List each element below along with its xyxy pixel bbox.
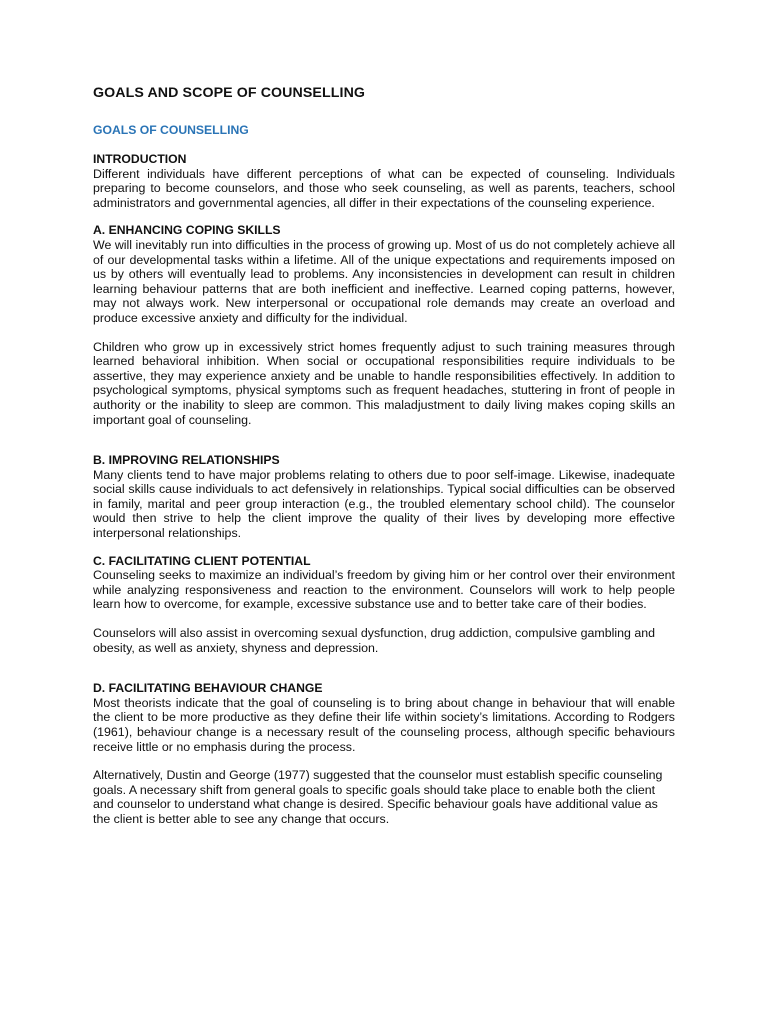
document-page bbox=[93, 84, 675, 827]
paragraph-coping-skills-1: We will inevitably run into difficulties in the process of growing up. Most of us do not completely achieve all of our developmental tasks within a lifetime. All of the unique expectations and requirements imposed on us by others will eventually lead to problems. Any inconsistencies in development can result in children learning behaviour patterns that are both inefficient and ineffective. Learned coping patterns, however, may not always work. New interpersonal or occupational role demands may create an overload and produce excessive anxiety and difficulty for the individual. bbox=[93, 237, 675, 325]
heading-facilitating-client-potential: C. FACILITATING CLIENT POTENTIAL bbox=[93, 553, 311, 568]
heading-improving-relationships: B. IMPROVING RELATIONSHIPS bbox=[93, 453, 280, 468]
heading-enhancing-coping-skills: A. ENHANCING COPING SKILLS bbox=[93, 223, 281, 238]
paragraph-client-potential-2: Counselors will also assist in overcoming sexual dysfunction, drug addiction, compulsive gambling and obesity, as well as anxiety, shyness and depression. bbox=[93, 626, 655, 655]
paragraph-introduction: Different individuals have different perceptions of what can be expected of counseling. Individuals preparing to become counselors, and those who seek counseling, as well as parents, teachers, school administrators and governmental agencies, all differ in their expectations of the counseling experience. bbox=[93, 166, 675, 210]
heading-facilitating-behaviour-change: D. FACILITATING BEHAVIOUR CHANGE bbox=[93, 681, 323, 696]
paragraph-behaviour-change-2: Alternatively, Dustin and George (1977) suggested that the counselor must establish specific counseling goals. A necessary shift from general goals to specific goals should take place to enable both the client and counselor to understand what change is desired. Specific behaviour goals have additional value as the client is better able to see any change that occurs. bbox=[93, 768, 663, 826]
paragraph-coping-skills-2: Children who grow up in excessively strict homes frequently adjust to such training measures through learned behavioral inhibition. When social or occupational responsibilities require individuals to be assertive, they may experience anxiety and be unable to handle responsibilities effectively. In addition to psychological symptoms, physical symptoms such as frequent headaches, stuttering in front of people in authority or the inability to sleep are common. This maladjustment to daily living makes coping skills an important goal of counseling. bbox=[93, 339, 675, 427]
paragraph-relationships: Many clients tend to have major problems relating to others due to poor self-image. Likewise, inadequate social skills cause individuals to act defensively in relationships. Typical social difficulties can be observed in family, marital and peer group interaction (e.g., the troubled elementary school child). The counselor would then strive to help the client improve the quality of their lives by developing more effective interpersonal relationships. bbox=[93, 467, 675, 541]
paragraph-behaviour-change-1: Most theorists indicate that the goal of counseling is to bring about change in behaviour that will enable the client to be more productive as they define their life within society’s limitations. According to Rodgers (1961), behaviour change is a necessary result of the counseling process, although specific behaviours receive little or no emphasis during the process. bbox=[93, 695, 675, 754]
document-title: GOALS AND SCOPE OF COUNSELLING bbox=[93, 85, 366, 101]
heading-introduction: INTRODUCTION bbox=[93, 152, 187, 166]
paragraph-client-potential-1: Counseling seeks to maximize an individual’s freedom by giving him or her control over their environment while analyzing responsiveness and reaction to the environment. Counselors will work to help people learn how to overcome, for example, excessive substance use and to better take care of their bodies. bbox=[93, 568, 675, 612]
section-subtitle: GOALS OF COUNSELLING bbox=[93, 123, 249, 137]
